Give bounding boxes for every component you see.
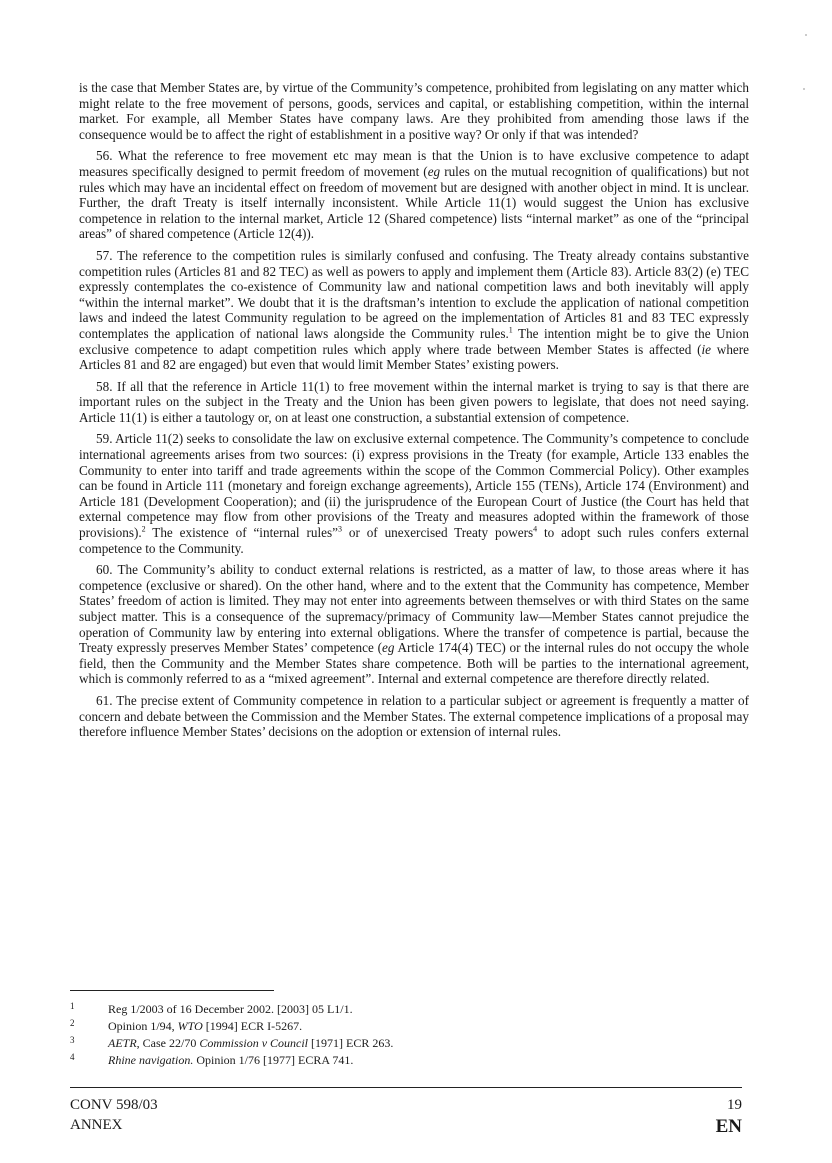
footnote — [70, 1001, 730, 1018]
footnote-divider — [70, 990, 274, 991]
footnote-mark: 3 — [70, 1035, 75, 1045]
footer-right — [716, 1095, 742, 1139]
footnote-text: Opinion 1/94, WTO [1994] ECR I-5267. — [108, 1019, 303, 1033]
main-text — [79, 80, 749, 746]
footnotes — [70, 1001, 730, 1069]
footer-divider — [70, 1087, 742, 1088]
paragraph: 60. The Community’s ability to conduct external relations is restricted, as a matter of law, to those areas where it has competence (exclusive or shared). On the other hand, where and to the extent that the Community has competence, Member States’ freedom of action is limited. They may not enter into agreements between themselves or with third States on the same subject matter. This is a consequence of the supremacy/primacy of Community law—Member States cannot prejudice the operation of Community law by entering into external obligations. Where the transfer of competence is partial, because the Treaty expressly preserves Member States’ competence (eg Article 174(4) TEC) or the internal rules do not occupy the whole field, then the Community and the Member States share competence. Both will be parties to the international agreement, which is commonly referred to as a “mixed agreement”. Internal and external competence are therefore directly related. — [79, 562, 750, 687]
footnote-mark: 4 — [70, 1052, 75, 1062]
footnote-text: AETR, Case 22/70 Commission v Council [1971] ECR 263. — [108, 1036, 394, 1050]
footnote-text: Reg 1/2003 of 16 December 2002. [2003] 05 L1/1. — [108, 1002, 353, 1016]
paragraph: 59. Article 11(2) seeks to consolidate the law on exclusive external competence. The Community’s competence to conclude international agreements arises from two sources: (i) express provisions in the Treaty (for example, Article 133 enables the Community to enter into tariff and trade agreements within the scope of the Common Commercial Policy). Other examples can be found in Article 111 (monetary and foreign exchange agreements), Article 155 (TENs), Article 174 (Environment) and Article 181 (Development Cooperation); and (ii) the jurisprudence of the European Court of Justice (the Court has held that external competence may flow from other provisions of the Treaty and measures adopted within the framework of those provisions).$^2$ The existence of “internal rules”$^3$ or of unexercised Treaty powers$^4$ to adopt such rules confers external competence to the Community. — [79, 431, 750, 556]
page-number: 19 — [727, 1097, 742, 1113]
language-code: EN — [715, 1116, 742, 1137]
document-reference: CONV 598/03 — [70, 1097, 158, 1113]
footnote-mark: 2 — [70, 1018, 75, 1028]
scan-speck — [803, 88, 805, 90]
paragraph: 56. What the reference to free movement etc may mean is that the Union is to have exclusive competence to adapt measures specifically designed to permit freedom of movement (eg rules on the mutual recognition of qualifications) but not rules which may have an incidental effect on freedom of movement but are designed with another object in mind. It is unclear. Further, the draft Treaty is itself internally inconsistent. While Article 11(1) would suggest the Union has exclusive competence in relation to the internal market, Article 12 (Shared competence) lists “internal market” as one of the “principal areas” of shared competence (Article 12(4)). — [79, 148, 749, 242]
scan-speck — [805, 34, 807, 36]
annex-label: ANNEX — [70, 1117, 123, 1133]
footnote-mark: 1 — [70, 1001, 75, 1011]
footnote-text: Rhine navigation. Opinion 1/76 [1977] ECRA 741. — [108, 1053, 354, 1067]
footnote — [70, 1018, 730, 1035]
footnote — [70, 1052, 730, 1069]
paragraph: 58. If all that the reference in Article 11(1) to free movement within the internal market is trying to say is that there are important rules on the subject in the Treaty and the Union has been given powers to legislate, that does not need saying. Article 11(1) is either a tautology or, on at least one construction, a substantial extension of competence. — [79, 378, 749, 425]
paragraph: 57. The reference to the competition rules is similarly confused and confusing. The Treaty already contains substantive competition rules (Articles 81 and 82 TEC) as well as powers to apply and implement them (Article 83). Article 83(2) (e) TEC expressly contemplates the co-existence of Community law and national competition laws and both inevitably will apply “within the internal market”. We doubt that it is the draftsman’s intention to exclude the application of national competition laws and indeed the latest Community regulation to be agreed on the implementation of Articles 81 and 83 TEC expressly contemplates the application of national laws alongside the Community rules.$^1$ The intention might be to give the Union exclusive competence to adapt competition rules which apply where trade between Member States is affected (ie where Articles 81 and 82 are engaged) but even that would limit Member States’ existing powers. — [79, 247, 750, 373]
footer-left — [70, 1095, 158, 1135]
paragraph: is the case that Member States are, by virtue of the Community’s competence, prohibited from legislating on any matter which might relate to the free movement of persons, goods, services and capital, or establishing competition, within the internal market. For example, all Member States have company laws. Are they prohibited from amending those laws if the consequence would be to affect the right of establishment in a positive way? Or only if that was intended? — [79, 80, 749, 142]
paragraph: 61. The precise extent of Community competence in relation to a particular subject or agreement is frequently a matter of concern and debate between the Commission and the Member States. The external competence implications of a proposal may therefore influence Member States’ decisions on the adoption or extension of internal rules. — [79, 692, 749, 740]
footnote — [70, 1035, 730, 1052]
